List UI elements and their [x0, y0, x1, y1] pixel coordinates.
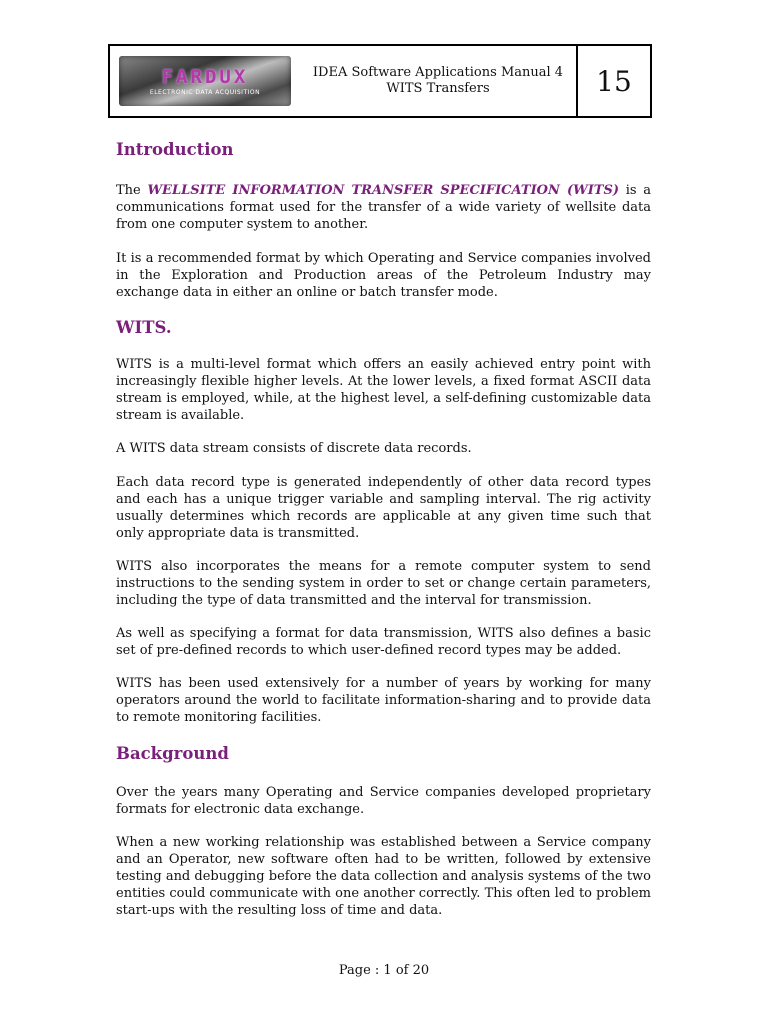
intro-paragraph-1 [116, 182, 651, 233]
wits-paragraph-4: WITS also incorporates the means for a remote computer system to send instructions to the sending system in order to set or change certain parameters, including the type of data transmitted and the interval for transmission. [116, 559, 651, 608]
wits-paragraph-1: WITS is a multi-level format which offers an easily achieved entry point with increasingly flexible higher levels. At the lower levels, a fixed format ASCII data stream is employed, while, at the highest level, a self-defining customizable data stream is available. [116, 357, 651, 423]
company-logo [119, 56, 291, 106]
intro-paragraph-2: It is a recommended format by which Operating and Service companies involved in the Exploration and Production areas of the Petroleum Industry may exchange data in either an online or batch transfer mode. [116, 251, 651, 300]
heading-introduction: Introduction [116, 140, 234, 159]
wits-paragraph-2: A WITS data stream consists of discrete data records. [116, 441, 472, 456]
logo-subtext: ELECTRONIC DATA ACQUISITION [149, 89, 261, 96]
page-footer: Page : 1 of 20 [338, 963, 430, 978]
header-title-line1: IDEA Software Applications Manual 4 [312, 65, 564, 80]
background-paragraph-1: Over the years many Operating and Service companies developed proprietary formats for electronic data exchange. [116, 785, 651, 817]
intro-p1-after: is a communications format used for the transfer of a wide variety of wellsite data from one computer system to another. [116, 183, 651, 232]
page-header [108, 44, 652, 118]
logo-cell [110, 46, 300, 116]
logo-text: FARDUX [161, 66, 249, 88]
header-title-line2: WITS Transfers [386, 81, 490, 96]
chapter-number: 15 [596, 64, 632, 98]
wits-paragraph-6: WITS has been used extensively for a number of years by working for many operators around the world to facilitate information-sharing and to provide data to remote monitoring facilities. [116, 676, 651, 725]
header-title [300, 46, 578, 116]
wits-emphasis: WELLSITE INFORMATION TRANSFER SPECIFICATION (WITS) [147, 183, 620, 198]
heading-background: Background [116, 744, 229, 763]
background-paragraph-2: When a new working relationship was established between a Service company and an Operator, new software often had to be written, followed by extensive testing and debugging before the data collection and analysis systems of the two entities could communicate with one another correctly. This often led to problem start-ups with the resulting loss of time and data. [116, 835, 651, 918]
heading-wits: WITS. [116, 318, 172, 337]
intro-p1-before: The [116, 183, 148, 198]
wits-paragraph-3: Each data record type is generated independently of other data record types and each has a unique trigger variable and sampling interval. The rig activity usually determines which records are applicable at any given time such that only appropriate data is transmitted. [116, 475, 651, 541]
wits-paragraph-5: As well as specifying a format for data transmission, WITS also defines a basic set of pre-defined records to which user-defined record types may be added. [116, 626, 651, 658]
